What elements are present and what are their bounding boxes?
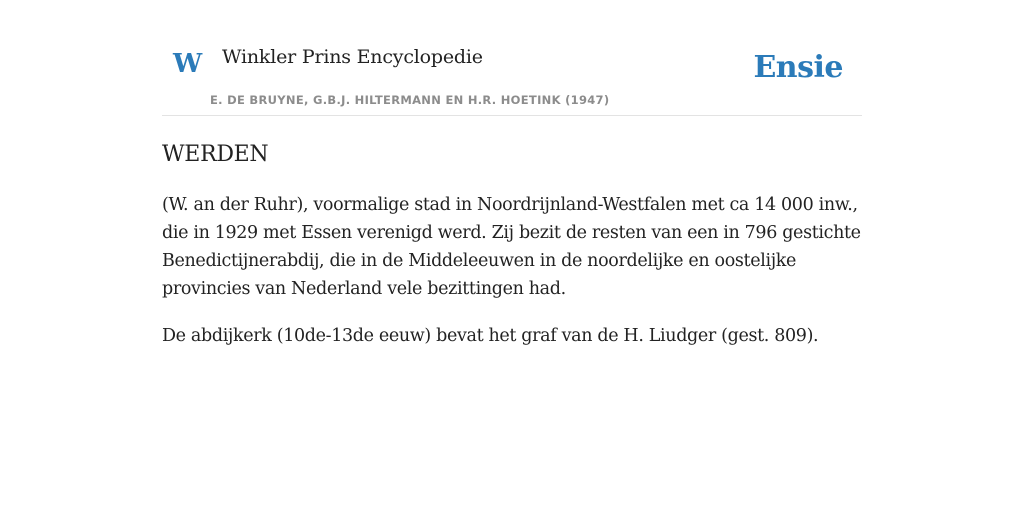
source-title-link[interactable]: Winkler Prins Encyclopedie bbox=[222, 46, 483, 68]
entry-paragraph: (W. an der Ruhr), voormalige stad in Noordrijnland-Westfalen met ca 14 000 inw., die in 1929 met Essen verenigd werd. Zij bezit de resten van een in 796 gestichte Benedictijnerabdij, die in de Middeleeuwen in de noordelijke en oostelijke provincies van Nederland vele bezittingen had. bbox=[162, 195, 861, 300]
article-page bbox=[162, 0, 862, 350]
source-logo[interactable]: W bbox=[173, 49, 203, 79]
ensie-logo-link[interactable]: Ensie bbox=[753, 50, 843, 85]
source-header bbox=[162, 0, 862, 116]
entry-title: WERDEN bbox=[162, 142, 269, 167]
entry-paragraph: De abdijkerk (10de-13de eeuw) bevat het graf van de H. Liudger (gest. 809). bbox=[162, 326, 819, 347]
source-authors: E. DE BRUYNE, G.B.J. HILTERMANN EN H.R. HOETINK (1947) bbox=[210, 93, 610, 107]
